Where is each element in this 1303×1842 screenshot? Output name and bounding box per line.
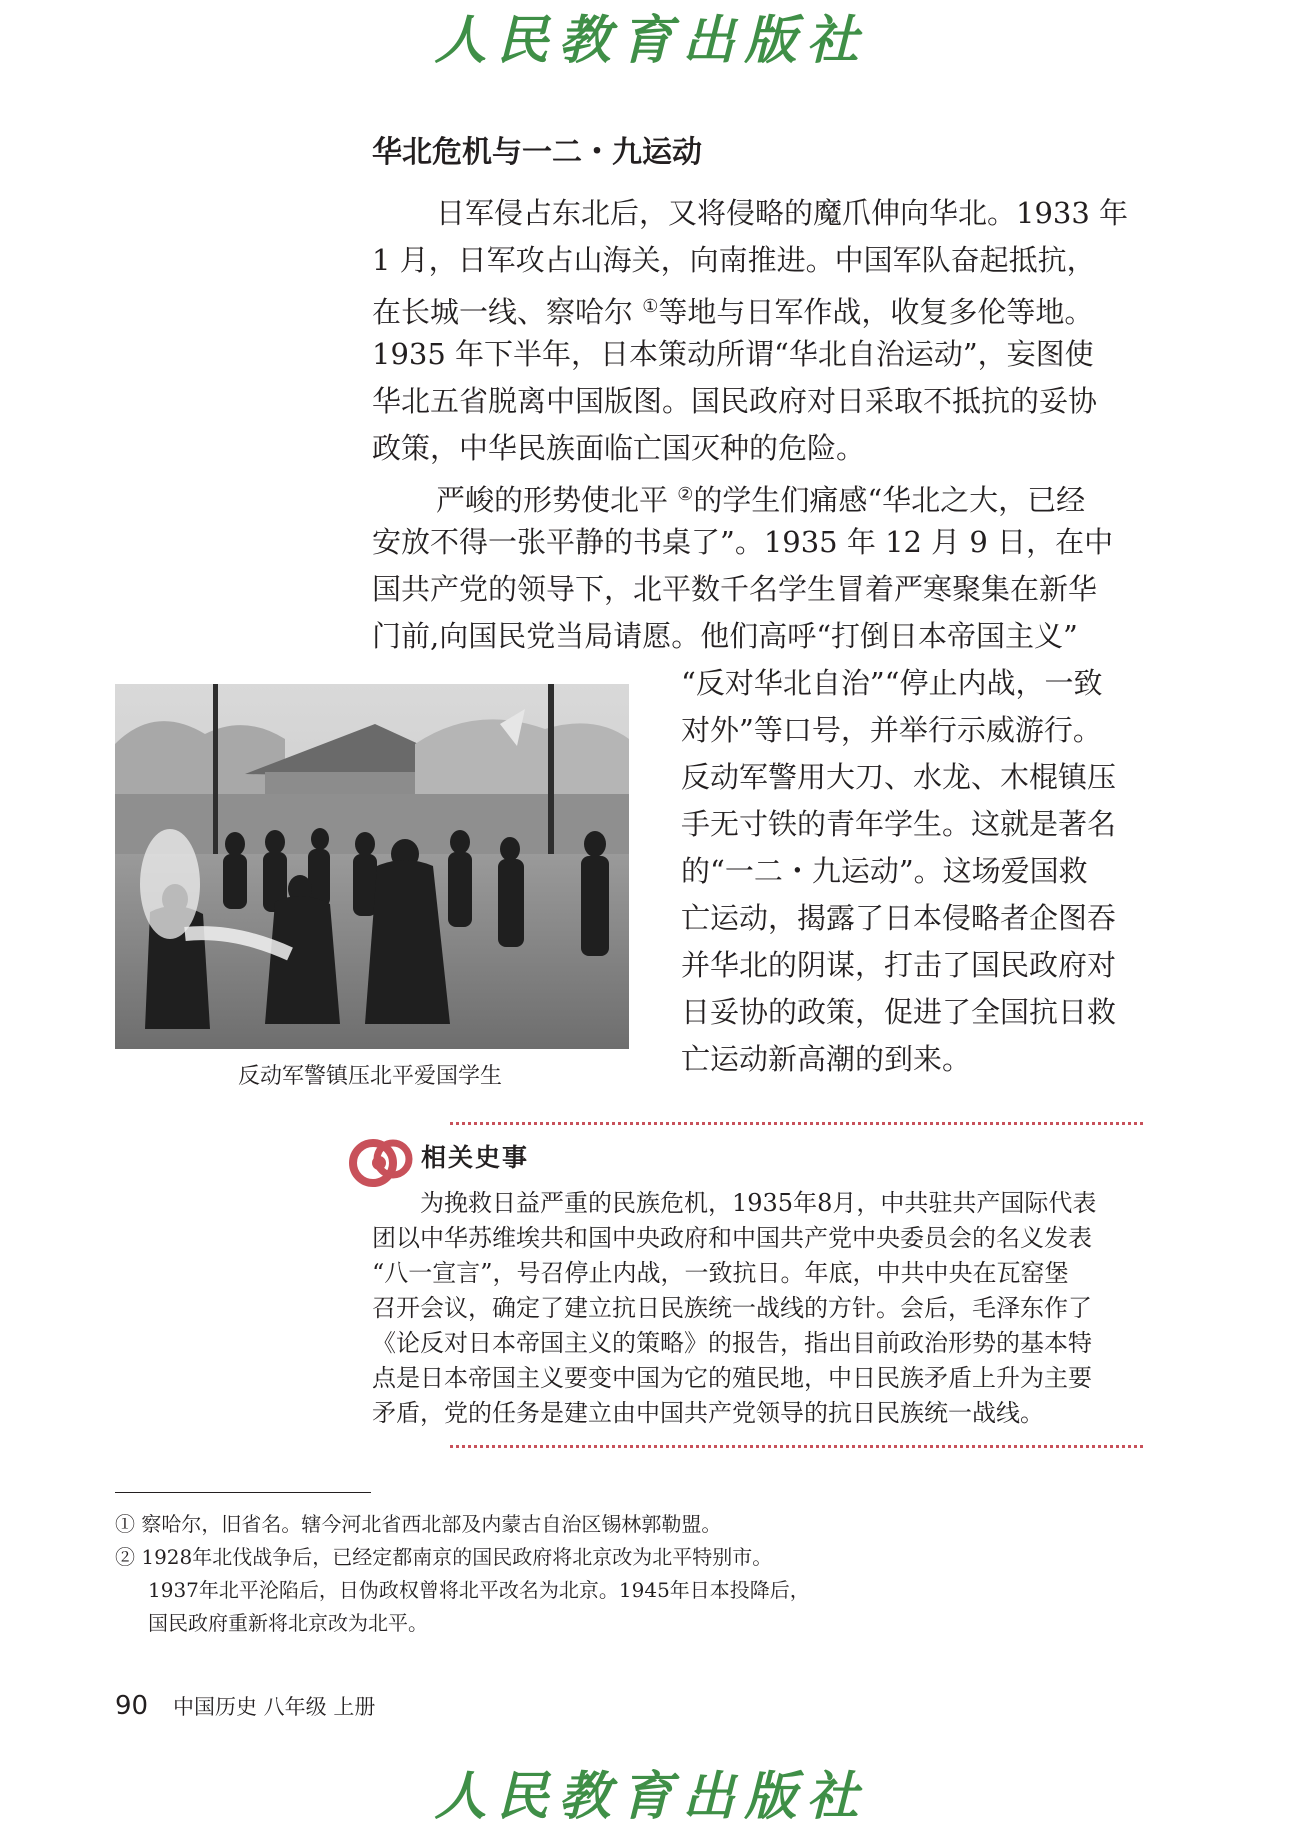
body-line: 对外”等口号，并举行示威游行。 [681,713,1102,747]
section-heading: 华北危机与一二・九运动 [372,135,702,170]
body-line: 亡运动，揭露了日本侵略者企图吞 [681,901,1117,935]
sidebar-line: 团以中华苏维埃共和国中央政府和中国共产党中央委员会的名义发表 [372,1224,1092,1252]
body-line: 手无寸铁的青年学生。这就是著名 [681,807,1117,841]
body-line: 日军侵占东北后，又将侵略的魔爪伸向华北。1933 年 [436,196,1129,230]
footnote-ref-1[interactable]: ① [642,296,659,317]
historical-photo [115,684,629,1049]
footnote-2-cont: 1937年北平沦陷后，日伪政权曾将北平改名为北京。1945年日本投降后， [148,1578,810,1602]
body-line: 严峻的形势使北平 ②的学生们痛感“华北之大，已经 [436,483,1086,517]
body-line: 亡运动新高潮的到来。 [681,1042,972,1076]
body-line: 门前,向国民党当局请愿。他们高呼“打倒日本帝国主义” [372,619,1078,653]
body-line: 国共产党的领导下，北平数千名学生冒着严寒聚集在新华 [372,572,1098,606]
footnote-2: ② 1928年北伐战争后，已经定都南京的国民政府将北京改为北平特别市。 [115,1545,773,1569]
body-line: “反对华北自治”“停止内战，一致 [681,666,1103,700]
footnote-ref-2[interactable]: ② [677,484,694,505]
body-line: 日妥协的政策，促进了全国抗日救 [681,995,1117,1029]
body-line: 在长城一线、察哈尔 ①等地与日军作战，收复多伦等地。 [372,295,1094,329]
body-line: 华北五省脱离中国版图。国民政府对日采取不抵抗的妥协 [372,384,1098,418]
body-line: 政策，中华民族面临亡国灭种的危险。 [372,431,866,465]
sidebar-line: 为挽救日益严重的民族危机，1935年8月，中共驻共产国际代表 [420,1189,1097,1217]
related-history-icon [349,1131,419,1191]
sidebar-line: “八一宣言”，号召停止内战，一致抗日。年底，中共中央在瓦窑堡 [372,1259,1069,1287]
book-title: 中国历史 八年级 上册 [173,1695,376,1719]
sidebar-line: 《论反对日本帝国主义的策略》的报告，指出目前政治形势的基本特 [372,1329,1092,1357]
footnote-2-cont: 国民政府重新将北京改为北平。 [148,1611,428,1635]
body-line: 反动军警用大刀、水龙、木棍镇压 [681,760,1117,794]
sidebar-line: 点是日本帝国主义要变中国为它的殖民地，中日民族矛盾上升为主要 [372,1364,1092,1392]
photo-illustration [115,684,629,1049]
publisher-logo-bottom: 人民教育出版社 [434,1766,869,1827]
sidebar-bottom-border [450,1445,1143,1448]
footnote-rule [115,1492,371,1493]
sidebar-line: 矛盾，党的任务是建立由中国共产党领导的抗日民族统一战线。 [372,1399,1044,1427]
sidebar-top-border [450,1122,1143,1125]
photo-caption: 反动军警镇压北平爱国学生 [238,1064,503,1089]
body-line: 1 月，日军攻占山海关，向南推进。中国军队奋起抵抗， [372,243,1096,277]
body-line: 的“一二・九运动”。这场爱国救 [681,854,1088,888]
sidebar-line: 召开会议，确定了建立抗日民族统一战线的方针。会后，毛泽东作了 [372,1294,1092,1322]
body-line: 安放不得一张平静的书桌了”。1935 年 12 月 9 日，在中 [372,525,1114,559]
sidebar-title: 相关史事 [421,1143,530,1172]
body-line: 1935 年下半年，日本策动所谓“华北自治运动”，妄图使 [372,337,1094,371]
page-number: 90 [115,1691,149,1721]
footnote-1: ① 察哈尔，旧省名。辖今河北省西北部及内蒙古自治区锡林郭勒盟。 [115,1512,722,1536]
body-line: 并华北的阴谋，打击了国民政府对 [681,948,1117,982]
publisher-logo-top: 人民教育出版社 [434,10,869,71]
